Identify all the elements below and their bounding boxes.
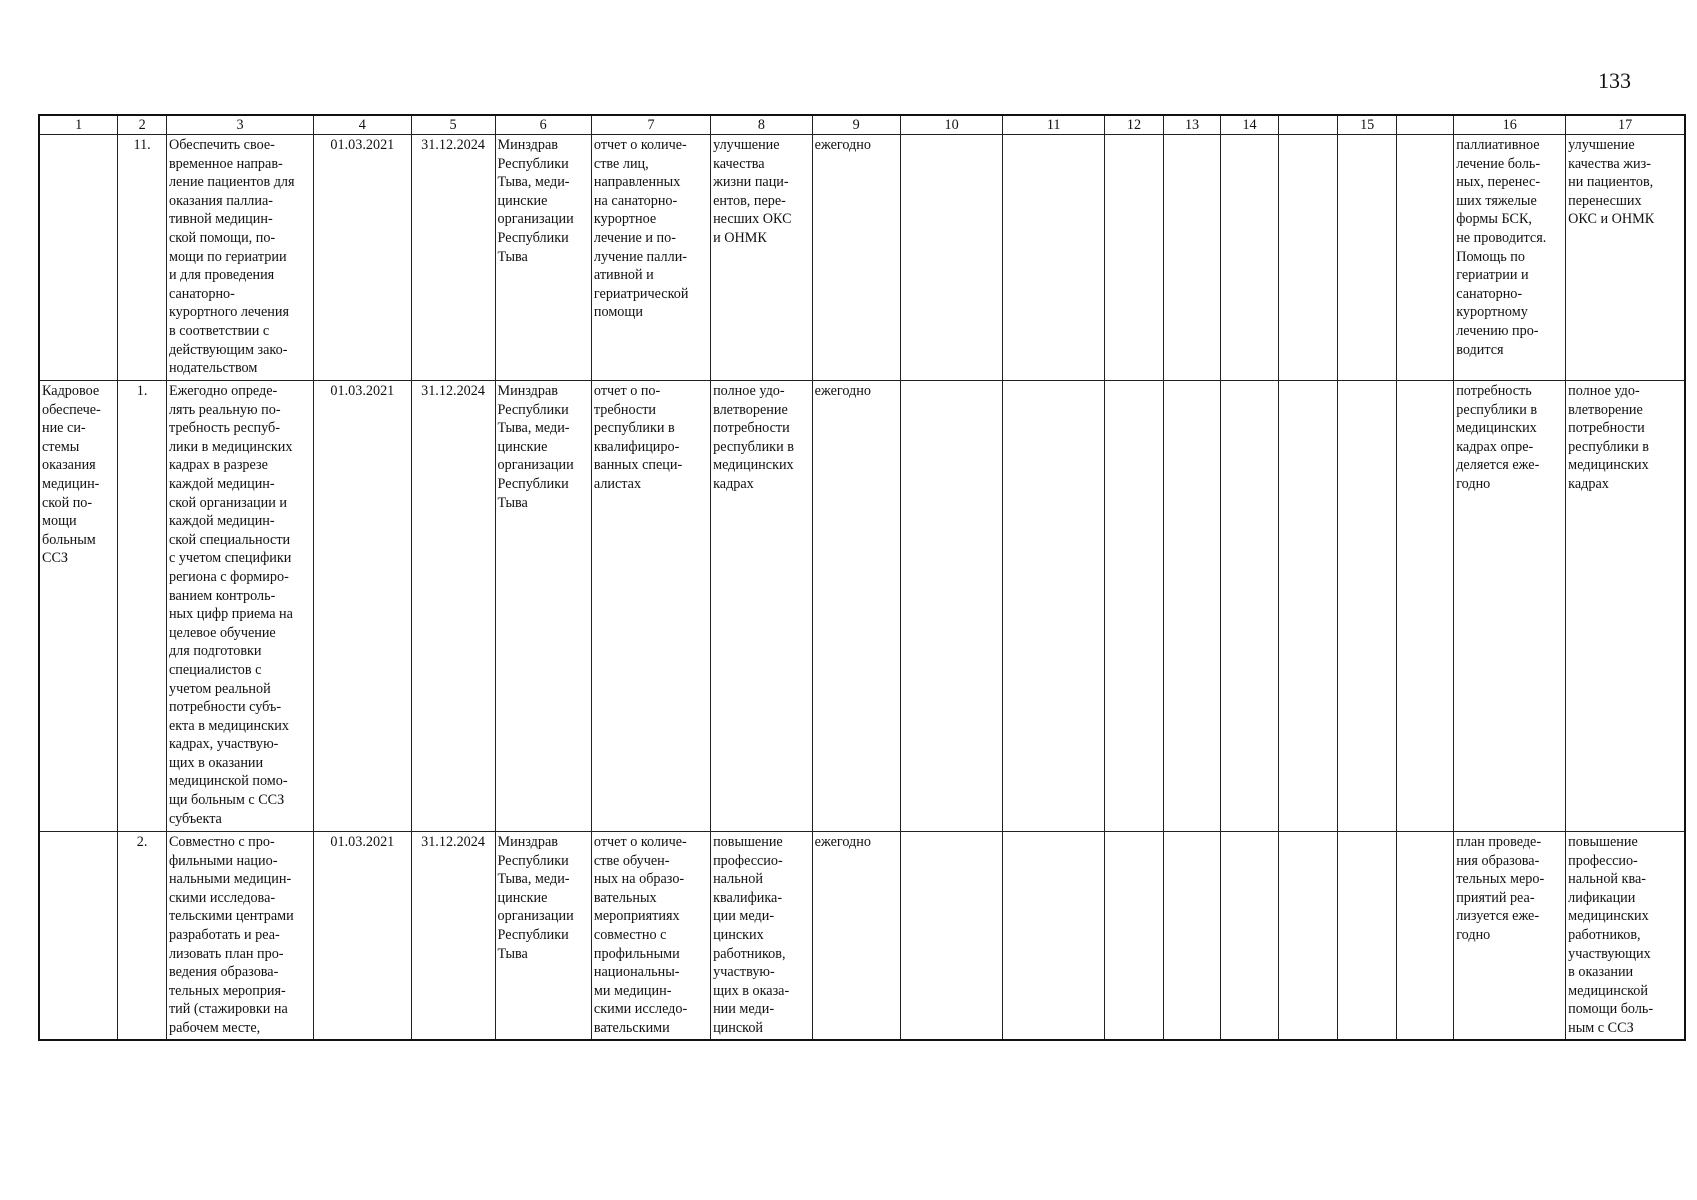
column-number-header-row [39, 115, 1685, 135]
empty-cell [900, 135, 1003, 381]
empty-cell [900, 381, 1003, 832]
section-cell [39, 832, 118, 1040]
result-type: отчет о количе- стве лиц, направленных на санаторно- курортное лечение и по- лучение палли- ативной и гериатрической помощи [591, 135, 710, 381]
empty-cell [900, 832, 1003, 1040]
empty-cell [1221, 832, 1279, 1040]
col-header-16: 16 [1454, 115, 1566, 135]
achieved-result: повышение профессио- нальной ква- лификации медицинских работников, участвующих в оказании медицинской помощи боль- ным с ССЗ [1566, 832, 1685, 1040]
frequency: ежегодно [812, 135, 900, 381]
frequency: ежегодно [812, 832, 900, 1040]
execution-status: план проведе- ния образова- тельных меро- приятий реа- лизуется еже- годно [1454, 832, 1566, 1040]
col-header-4: 4 [314, 115, 411, 135]
empty-cell [1003, 381, 1105, 832]
end-date: 31.12.2024 [411, 135, 495, 381]
col-header-15: 15 [1338, 115, 1397, 135]
col-header-12: 12 [1104, 115, 1163, 135]
col-header-17: 17 [1566, 115, 1685, 135]
col-header-5: 5 [411, 115, 495, 135]
table-row [39, 832, 1685, 1040]
col-header-blank-b [1397, 115, 1454, 135]
expected-result: полное удо- влетворение потребности республики в медицинских кадрах [711, 381, 813, 832]
empty-cell [1279, 381, 1338, 832]
start-date: 01.03.2021 [314, 381, 411, 832]
empty-cell [1338, 135, 1397, 381]
col-header-9: 9 [812, 115, 900, 135]
col-header-8: 8 [711, 115, 813, 135]
item-number: 11. [118, 135, 167, 381]
empty-cell [1164, 135, 1221, 381]
table-row [39, 135, 1685, 381]
section-cell: Кадровое обеспече- ние си- стемы оказания медицин- ской по- мощи больным ССЗ [39, 381, 118, 832]
execution-status: паллиативное лечение боль- ных, перенес- ших тяжелые формы БСК, не проводится. Помощь по гериатрии и санаторно- курортному лечению про- водится [1454, 135, 1566, 381]
responsible-executor: Минздрав Республики Тыва, меди- цинские организации Республики Тыва [495, 381, 591, 832]
empty-cell [1397, 381, 1454, 832]
item-number: 1. [118, 381, 167, 832]
measure-description: Ежегодно опреде- лять реальную по- требность респуб- лики в медицинских кадрах в разрезе каждой медицин- ской организации и каждой медицин- ской специальности с учетом специфики региона с формиро- ванием контроль- ных цифр приема на целевое обучение для подготовки специалистов с учетом реальной потребности субъ- екта в медицинских кадрах, участвую- щих в оказании медицинской помо- щи больным с ССЗ субъекта [166, 381, 313, 832]
col-header-6: 6 [495, 115, 591, 135]
empty-cell [1104, 381, 1163, 832]
empty-cell [1221, 135, 1279, 381]
item-number: 2. [118, 832, 167, 1040]
result-type: отчет о по- требности республики в квалифициро- ванных специ- алистах [591, 381, 710, 832]
empty-cell [1279, 832, 1338, 1040]
expected-result: улучшение качества жизни паци- ентов, пере- несших ОКС и ОНМК [711, 135, 813, 381]
empty-cell [1338, 832, 1397, 1040]
empty-cell [1104, 135, 1163, 381]
table-row [39, 381, 1685, 832]
start-date: 01.03.2021 [314, 135, 411, 381]
col-header-11: 11 [1003, 115, 1105, 135]
achieved-result: улучшение качества жиз- ни пациентов, перенесших ОКС и ОНМК [1566, 135, 1685, 381]
col-header-14: 14 [1221, 115, 1279, 135]
col-header-13: 13 [1164, 115, 1221, 135]
measure-description: Совместно с про- фильными нацио- нальными медицин- скими исследова- тельскими центрами разработать и реа- лизовать план про- ведения образова- тельных мероприя- тий (стажировки на рабочем месте, [166, 832, 313, 1040]
empty-cell [1279, 135, 1338, 381]
responsible-executor: Минздрав Республики Тыва, меди- цинские организации Республики Тыва [495, 832, 591, 1040]
end-date: 31.12.2024 [411, 832, 495, 1040]
empty-cell [1397, 832, 1454, 1040]
empty-cell [1164, 832, 1221, 1040]
execution-status: потребность республики в медицинских кадрах опре- деляется еже- годно [1454, 381, 1566, 832]
empty-cell [1003, 135, 1105, 381]
col-header-7: 7 [591, 115, 710, 135]
responsible-executor: Минздрав Республики Тыва, меди- цинские организации Республики Тыва [495, 135, 591, 381]
page-number: 133 [1598, 68, 1631, 93]
empty-cell [1164, 381, 1221, 832]
expected-result: повышение профессио- нальной квалифика- ции меди- цинских работников, участвую- щих в оказа- нии меди- цинской [711, 832, 813, 1040]
col-header-10: 10 [900, 115, 1003, 135]
section-cell [39, 135, 118, 381]
col-header-blank-a [1279, 115, 1338, 135]
empty-cell [1104, 832, 1163, 1040]
end-date: 31.12.2024 [411, 381, 495, 832]
achieved-result: полное удо- влетворение потребности республики в медицинских кадрах [1566, 381, 1685, 832]
result-type: отчет о количе- стве обучен- ных на образо- вательных мероприятиях совместно с профильными национальны- ми медицин- скими исследо- вательскими [591, 832, 710, 1040]
col-header-2: 2 [118, 115, 167, 135]
start-date: 01.03.2021 [314, 832, 411, 1040]
measure-description: Обеспечить свое- временное направ- ление пациентов для оказания паллиа- тивной медицин- ской помощи, по- мощи по гериатрии и для проведения санаторно- курортного лечения в соответствии с действующим зако- нодательством [166, 135, 313, 381]
col-header-3: 3 [166, 115, 313, 135]
empty-cell [1221, 381, 1279, 832]
empty-cell [1338, 381, 1397, 832]
col-header-1: 1 [39, 115, 118, 135]
empty-cell [1397, 135, 1454, 381]
frequency: ежегодно [812, 381, 900, 832]
plan-table [38, 114, 1686, 1041]
empty-cell [1003, 832, 1105, 1040]
